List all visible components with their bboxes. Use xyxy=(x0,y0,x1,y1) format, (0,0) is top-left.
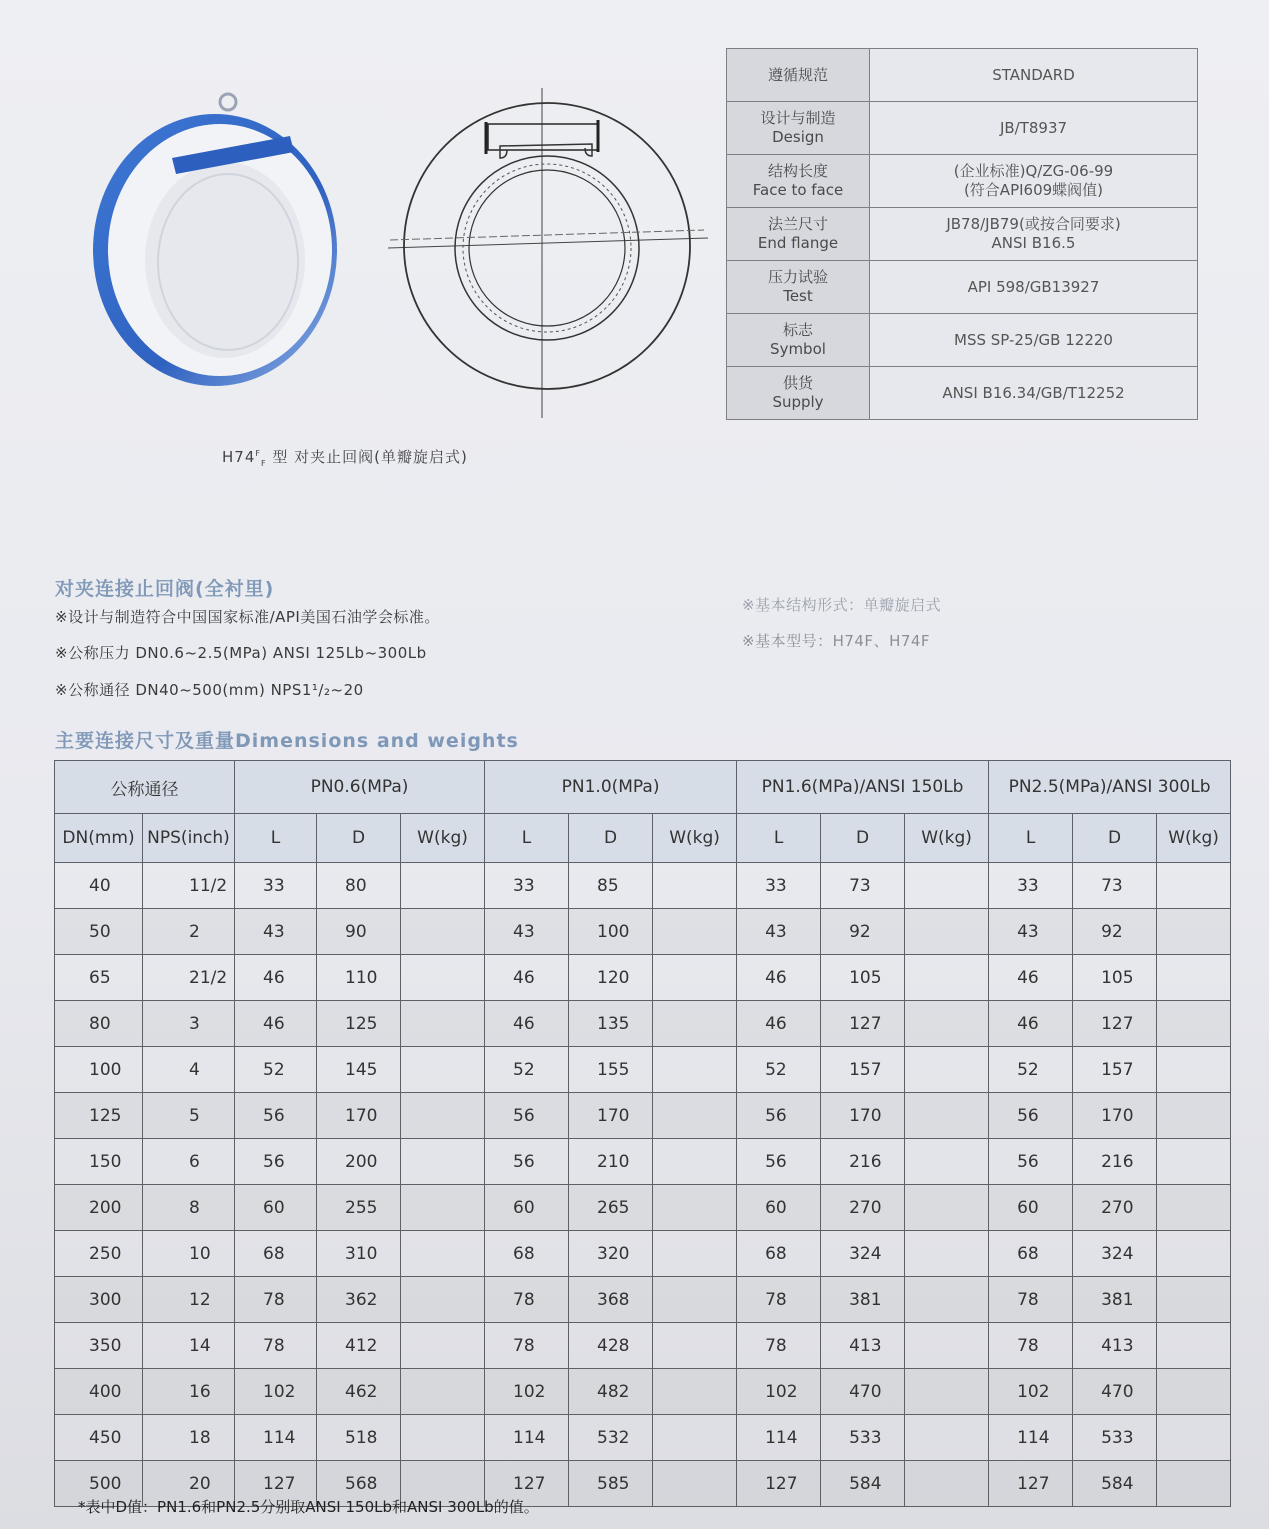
value-cell xyxy=(1157,1093,1231,1139)
standard-header-row xyxy=(727,49,1198,102)
value-cell: 60 xyxy=(485,1185,569,1231)
value-cell: 60 xyxy=(989,1185,1073,1231)
value-cell xyxy=(905,955,989,1001)
value-cell xyxy=(905,1139,989,1185)
dn-cell: 50 xyxy=(55,909,143,955)
value-cell: 80 xyxy=(317,863,401,909)
value-cell: 60 xyxy=(737,1185,821,1231)
value-cell: 368 xyxy=(569,1277,653,1323)
value-cell xyxy=(401,1277,485,1323)
key-cn: 设计与制造 xyxy=(760,109,836,127)
value-cell: 85 xyxy=(569,863,653,909)
nps-cell: 14 xyxy=(143,1323,235,1369)
standard-key xyxy=(727,314,870,367)
value-cell: 46 xyxy=(989,1001,1073,1047)
key-en: Test xyxy=(783,287,813,305)
value-line1: API 598/GB13927 xyxy=(967,277,1100,296)
standard-key xyxy=(727,155,870,208)
value-cell: 470 xyxy=(1073,1369,1157,1415)
value-cell xyxy=(905,1001,989,1047)
key-cn: 法兰尺寸 xyxy=(767,215,828,233)
table-row xyxy=(55,1139,1231,1185)
value-cell: 56 xyxy=(485,1093,569,1139)
value-cell xyxy=(1157,1415,1231,1461)
value-cell xyxy=(1157,863,1231,909)
group-header: PN1.6(MPa)/ANSI 150Lb xyxy=(737,761,989,814)
dn-cell: 400 xyxy=(55,1369,143,1415)
value-cell: 381 xyxy=(821,1277,905,1323)
value-cell: 68 xyxy=(989,1231,1073,1277)
value-cell: 518 xyxy=(317,1415,401,1461)
value-cell: 43 xyxy=(737,909,821,955)
dn-cell: 125 xyxy=(55,1093,143,1139)
value-cell: 78 xyxy=(989,1277,1073,1323)
dn-cell: 150 xyxy=(55,1139,143,1185)
value-cell: 533 xyxy=(1073,1415,1157,1461)
dn-cell: 450 xyxy=(55,1415,143,1461)
value-cell: 78 xyxy=(737,1277,821,1323)
value-cell xyxy=(653,1231,737,1277)
value-cell: 482 xyxy=(569,1369,653,1415)
value-cell: 78 xyxy=(485,1323,569,1369)
dn-cell: 250 xyxy=(55,1231,143,1277)
column-header: W(kg) xyxy=(653,814,737,863)
key-cn: 结构长度 xyxy=(767,162,828,180)
value-cell xyxy=(401,1369,485,1415)
table-row xyxy=(55,1369,1231,1415)
value-cell: 210 xyxy=(569,1139,653,1185)
key-cn: 供货 xyxy=(782,374,813,392)
value-cell xyxy=(905,1415,989,1461)
standard-value xyxy=(870,155,1198,208)
value-cell: 43 xyxy=(235,909,317,955)
value-cell: 46 xyxy=(485,1001,569,1047)
nps-cell: 4 xyxy=(143,1047,235,1093)
value-cell: 310 xyxy=(317,1231,401,1277)
section-title: 对夹连接止回阀(全衬里) xyxy=(55,578,275,600)
value-cell xyxy=(653,1139,737,1185)
value-cell: 585 xyxy=(569,1461,653,1507)
standard-row xyxy=(727,367,1198,420)
value-cell: 90 xyxy=(317,909,401,955)
value-cell: 46 xyxy=(737,955,821,1001)
table-row xyxy=(55,1415,1231,1461)
value-cell: 33 xyxy=(737,863,821,909)
value-cell: 120 xyxy=(569,955,653,1001)
value-cell xyxy=(1157,1001,1231,1047)
value-cell: 52 xyxy=(737,1047,821,1093)
value-cell xyxy=(653,863,737,909)
value-cell xyxy=(1157,1047,1231,1093)
value-cell xyxy=(1157,1369,1231,1415)
table-row xyxy=(55,955,1231,1001)
value-cell: 73 xyxy=(821,863,905,909)
value-cell: 100 xyxy=(569,909,653,955)
standard-table xyxy=(726,48,1198,420)
value-cell: 200 xyxy=(317,1139,401,1185)
column-header: L xyxy=(737,814,821,863)
value-cell: 265 xyxy=(569,1185,653,1231)
value-cell xyxy=(653,1369,737,1415)
value-cell: 56 xyxy=(737,1139,821,1185)
dn-cell: 40 xyxy=(55,863,143,909)
column-header: W(kg) xyxy=(1157,814,1231,863)
dn-cell: 80 xyxy=(55,1001,143,1047)
value-cell xyxy=(401,1001,485,1047)
dimensions-table xyxy=(54,760,1231,1507)
column-header: L xyxy=(989,814,1073,863)
key-en: End flange xyxy=(757,234,839,252)
value-cell: 170 xyxy=(821,1093,905,1139)
value-cell: 92 xyxy=(1073,909,1157,955)
standard-row xyxy=(727,155,1198,208)
spec-line-pressure: ※公称压力 DN0.6~2.5(MPa) ANSI 125Lb~300Lb xyxy=(55,644,427,662)
value-cell xyxy=(401,909,485,955)
value-cell: 127 xyxy=(485,1461,569,1507)
value-cell: 157 xyxy=(1073,1047,1157,1093)
table-row xyxy=(55,1277,1231,1323)
standard-key xyxy=(727,367,870,420)
table-row xyxy=(55,1231,1231,1277)
value-cell: 533 xyxy=(821,1415,905,1461)
key-cn: 标志 xyxy=(782,321,813,339)
value-cell: 56 xyxy=(235,1093,317,1139)
value-cell: 114 xyxy=(737,1415,821,1461)
value-cell: 135 xyxy=(569,1001,653,1047)
key-en: Face to face xyxy=(752,181,844,199)
footnote: *表中D值：PN1.6和PN2.5分别取ANSI 150Lb和ANSI 300Lb的值。 xyxy=(78,1498,539,1516)
spec-line-diameter: ※公称通径 DN40~500(mm) NPS1¹/₂~20 xyxy=(55,681,364,699)
table-row xyxy=(55,863,1231,909)
key-cn: 压力试验 xyxy=(767,268,828,286)
value-cell: 56 xyxy=(485,1139,569,1185)
value-cell: 127 xyxy=(1073,1001,1157,1047)
value-cell: 33 xyxy=(235,863,317,909)
valve-drawing xyxy=(382,88,712,423)
value-cell xyxy=(401,1047,485,1093)
value-cell xyxy=(905,1323,989,1369)
value-cell: 157 xyxy=(821,1047,905,1093)
standard-row xyxy=(727,314,1198,367)
value-cell xyxy=(653,909,737,955)
value-cell: 46 xyxy=(485,955,569,1001)
column-header: D xyxy=(569,814,653,863)
column-header: W(kg) xyxy=(905,814,989,863)
value-cell: 216 xyxy=(821,1139,905,1185)
value-cell: 114 xyxy=(989,1415,1073,1461)
caption-model: H74 xyxy=(222,448,256,466)
value-line2: ANSI B16.5 xyxy=(991,234,1076,252)
nps-cell: 11/2 xyxy=(143,863,235,909)
value-cell: 216 xyxy=(1073,1139,1157,1185)
value-cell xyxy=(401,1323,485,1369)
value-cell xyxy=(401,1139,485,1185)
table-subheader-row xyxy=(55,814,1231,863)
column-header: D xyxy=(1073,814,1157,863)
value-cell: 56 xyxy=(737,1093,821,1139)
value-cell: 68 xyxy=(737,1231,821,1277)
value-cell: 102 xyxy=(737,1369,821,1415)
value-cell xyxy=(653,1461,737,1507)
value-line2: (符合API609蝶阀值) xyxy=(963,181,1104,199)
value-cell: 324 xyxy=(1073,1231,1157,1277)
value-cell: 43 xyxy=(989,909,1073,955)
value-cell xyxy=(653,1323,737,1369)
value-cell: 462 xyxy=(317,1369,401,1415)
standard-key xyxy=(727,261,870,314)
standard-key xyxy=(727,102,870,155)
value-cell: 381 xyxy=(1073,1277,1157,1323)
table-row xyxy=(55,1047,1231,1093)
value-cell xyxy=(905,1185,989,1231)
value-cell: 270 xyxy=(821,1185,905,1231)
caption-text: 型 对夹止回阀(单瓣旋启式) xyxy=(272,448,468,466)
value-cell xyxy=(905,1461,989,1507)
value-cell: 73 xyxy=(1073,863,1157,909)
value-cell: 127 xyxy=(737,1461,821,1507)
dn-cell: 300 xyxy=(55,1277,143,1323)
standard-value xyxy=(870,208,1198,261)
value-cell: 155 xyxy=(569,1047,653,1093)
column-header: D xyxy=(821,814,905,863)
key-en: Supply xyxy=(772,393,824,411)
dn-cell: 350 xyxy=(55,1323,143,1369)
value-cell: 102 xyxy=(989,1369,1073,1415)
dn-cell: 100 xyxy=(55,1047,143,1093)
value-cell xyxy=(905,1277,989,1323)
value-cell: 110 xyxy=(317,955,401,1001)
table-row xyxy=(55,1323,1231,1369)
value-line1: JB/T8937 xyxy=(999,118,1068,137)
value-cell: 102 xyxy=(485,1369,569,1415)
value-cell xyxy=(1157,1461,1231,1507)
value-cell: 470 xyxy=(821,1369,905,1415)
value-cell: 428 xyxy=(569,1323,653,1369)
caption-sup-bottom: F xyxy=(260,459,267,468)
standard-row xyxy=(727,208,1198,261)
value-cell: 413 xyxy=(821,1323,905,1369)
dn-cell: 500 xyxy=(55,1461,143,1507)
value-cell: 413 xyxy=(1073,1323,1157,1369)
value-cell xyxy=(401,1185,485,1231)
value-cell: 46 xyxy=(989,955,1073,1001)
column-header: D xyxy=(317,814,401,863)
value-cell: 56 xyxy=(989,1139,1073,1185)
nps-cell: 5 xyxy=(143,1093,235,1139)
value-cell xyxy=(905,1047,989,1093)
value-cell: 324 xyxy=(821,1231,905,1277)
value-cell: 68 xyxy=(485,1231,569,1277)
value-cell xyxy=(653,1001,737,1047)
value-cell xyxy=(1157,955,1231,1001)
nps-cell: 16 xyxy=(143,1369,235,1415)
value-cell: 52 xyxy=(485,1047,569,1093)
nps-cell: 6 xyxy=(143,1139,235,1185)
column-header: L xyxy=(235,814,317,863)
nps-cell: 20 xyxy=(143,1461,235,1507)
value-cell xyxy=(401,955,485,1001)
value-cell xyxy=(905,1369,989,1415)
standard-value xyxy=(870,261,1198,314)
valve-caption xyxy=(222,446,468,468)
value-cell xyxy=(1157,1323,1231,1369)
value-cell: 584 xyxy=(821,1461,905,1507)
dimensions-title: 主要连接尺寸及重量Dimensions and weights xyxy=(55,730,519,752)
value-cell xyxy=(653,1185,737,1231)
table-row xyxy=(55,1093,1231,1139)
column-header: L xyxy=(485,814,569,863)
value-line1: MSS SP-25/GB 12220 xyxy=(954,330,1113,349)
value-cell: 46 xyxy=(235,1001,317,1047)
table-header-row xyxy=(55,761,1231,814)
value-cell: 92 xyxy=(821,909,905,955)
value-cell: 78 xyxy=(737,1323,821,1369)
standard-header-value: STANDARD xyxy=(870,49,1198,102)
dn-cell: 200 xyxy=(55,1185,143,1231)
value-cell xyxy=(401,863,485,909)
value-cell xyxy=(1157,1185,1231,1231)
value-cell: 56 xyxy=(989,1093,1073,1139)
value-cell xyxy=(653,955,737,1001)
value-cell xyxy=(905,1093,989,1139)
spec-line-model: ※基本型号：H74F、H74F xyxy=(742,632,931,650)
value-cell: 78 xyxy=(235,1323,317,1369)
value-cell: 114 xyxy=(485,1415,569,1461)
table-row xyxy=(55,1001,1231,1047)
standard-row xyxy=(727,261,1198,314)
value-line1: JB78/JB79(或按合同要求) xyxy=(946,215,1121,233)
column-header: W(kg) xyxy=(401,814,485,863)
spec-line-structure: ※基本结构形式：单瓣旋启式 xyxy=(742,596,942,614)
nps-cell: 3 xyxy=(143,1001,235,1047)
value-cell: 60 xyxy=(235,1185,317,1231)
value-cell: 33 xyxy=(485,863,569,909)
nps-cell: 2 xyxy=(143,909,235,955)
nominal-header: 公称通径 xyxy=(55,761,235,814)
value-cell: 78 xyxy=(989,1323,1073,1369)
value-cell xyxy=(1157,1277,1231,1323)
nps-cell: 18 xyxy=(143,1415,235,1461)
standard-header-key: 遵循规范 xyxy=(727,49,870,102)
value-cell: 52 xyxy=(235,1047,317,1093)
value-cell xyxy=(653,1415,737,1461)
column-header: NPS(inch) xyxy=(143,814,235,863)
value-cell xyxy=(1157,1139,1231,1185)
value-cell: 125 xyxy=(317,1001,401,1047)
value-cell: 145 xyxy=(317,1047,401,1093)
column-header: DN(mm) xyxy=(55,814,143,863)
standard-value xyxy=(870,314,1198,367)
value-cell: 170 xyxy=(569,1093,653,1139)
nps-cell: 21/2 xyxy=(143,955,235,1001)
value-cell: 568 xyxy=(317,1461,401,1507)
standard-value xyxy=(870,367,1198,420)
value-cell xyxy=(905,1231,989,1277)
spec-line-standard: ※设计与制造符合中国国家标准/API美国石油学会标准。 xyxy=(55,608,440,626)
standard-row xyxy=(727,102,1198,155)
value-cell: 114 xyxy=(235,1415,317,1461)
value-cell: 102 xyxy=(235,1369,317,1415)
value-cell xyxy=(1157,909,1231,955)
value-cell: 412 xyxy=(317,1323,401,1369)
value-cell xyxy=(653,1093,737,1139)
value-cell: 255 xyxy=(317,1185,401,1231)
value-cell: 127 xyxy=(235,1461,317,1507)
value-cell: 46 xyxy=(235,955,317,1001)
table-row xyxy=(55,1185,1231,1231)
standard-key xyxy=(727,208,870,261)
value-cell: 56 xyxy=(235,1139,317,1185)
dn-cell: 65 xyxy=(55,955,143,1001)
value-cell: 127 xyxy=(989,1461,1073,1507)
value-cell: 52 xyxy=(989,1047,1073,1093)
value-cell: 170 xyxy=(317,1093,401,1139)
nps-cell: 10 xyxy=(143,1231,235,1277)
group-header: PN0.6(MPa) xyxy=(235,761,485,814)
value-cell: 43 xyxy=(485,909,569,955)
value-line1: ANSI B16.34/GB/T12252 xyxy=(942,383,1125,402)
table-body xyxy=(55,863,1231,1507)
valve-photo xyxy=(80,88,342,388)
value-cell: 78 xyxy=(235,1277,317,1323)
value-cell xyxy=(905,909,989,955)
value-cell: 46 xyxy=(737,1001,821,1047)
group-header: PN1.0(MPa) xyxy=(485,761,737,814)
table-row xyxy=(55,909,1231,955)
value-line1: (企业标准)Q/ZG-06-99 xyxy=(953,162,1114,180)
nps-cell: 12 xyxy=(143,1277,235,1323)
value-cell: 320 xyxy=(569,1231,653,1277)
value-cell xyxy=(401,1231,485,1277)
value-cell xyxy=(653,1047,737,1093)
value-cell: 127 xyxy=(821,1001,905,1047)
value-cell: 68 xyxy=(235,1231,317,1277)
key-en: Design xyxy=(772,128,824,146)
standard-value xyxy=(870,102,1198,155)
value-cell: 105 xyxy=(821,955,905,1001)
nps-cell: 8 xyxy=(143,1185,235,1231)
value-cell: 105 xyxy=(1073,955,1157,1001)
value-cell: 362 xyxy=(317,1277,401,1323)
value-cell xyxy=(401,1093,485,1139)
value-cell: 270 xyxy=(1073,1185,1157,1231)
value-cell xyxy=(1157,1231,1231,1277)
group-header: PN2.5(MPa)/ANSI 300Lb xyxy=(989,761,1231,814)
value-cell: 170 xyxy=(1073,1093,1157,1139)
value-cell xyxy=(653,1277,737,1323)
value-cell: 78 xyxy=(485,1277,569,1323)
value-cell xyxy=(401,1415,485,1461)
key-en: Symbol xyxy=(770,340,826,358)
caption-sup-top: F xyxy=(255,449,261,458)
value-cell xyxy=(905,863,989,909)
value-cell: 33 xyxy=(989,863,1073,909)
value-cell: 532 xyxy=(569,1415,653,1461)
value-cell: 584 xyxy=(1073,1461,1157,1507)
